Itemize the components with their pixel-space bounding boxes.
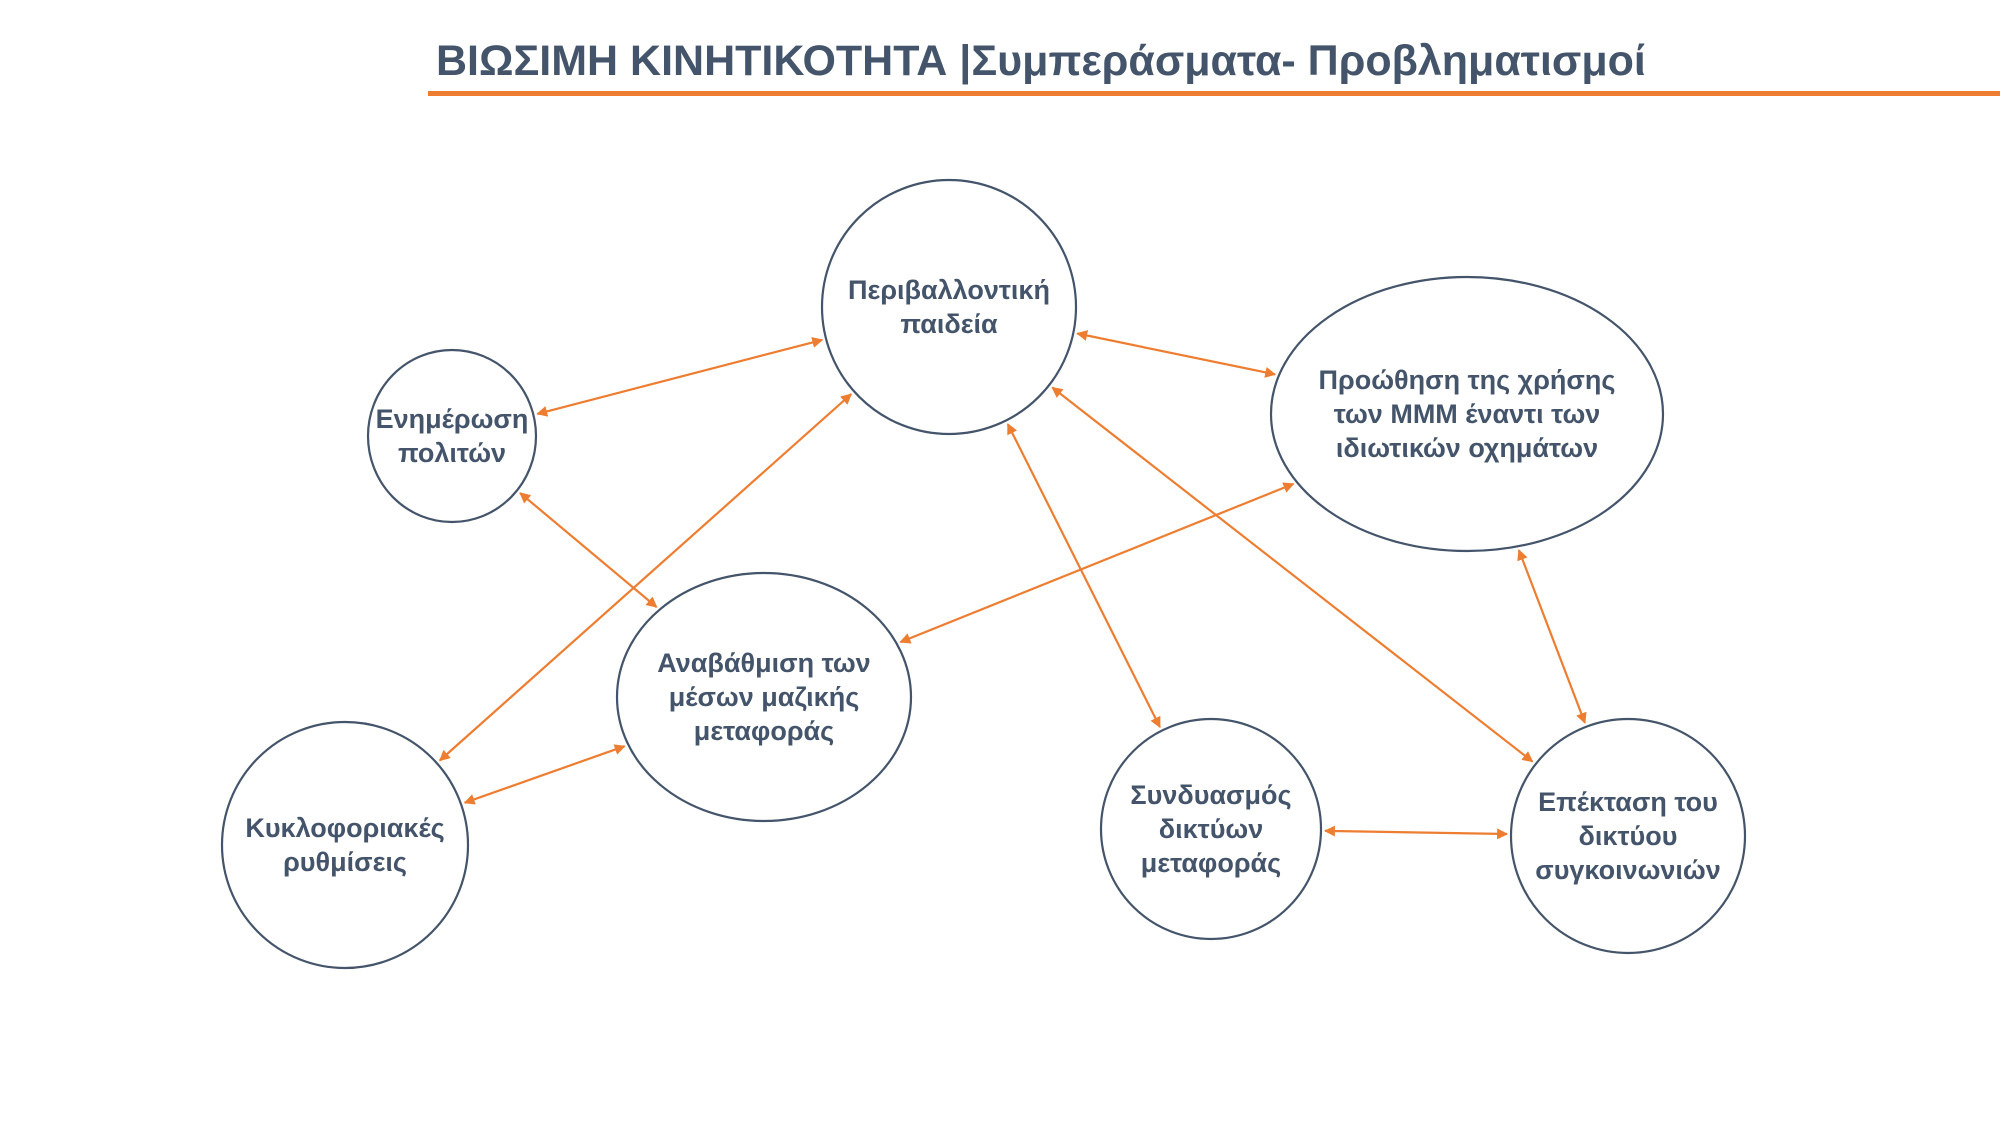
node-circle-traffic-regulations: [222, 722, 468, 968]
node-label-network-combination-0: Συνδυασμός: [1130, 780, 1292, 810]
link-traffic-regulations-to-mass-transit-upgrade: [465, 746, 625, 803]
node-label-public-transport-promotion-1: των ΜΜΜ έναντι των: [1333, 399, 1601, 429]
node-mass-transit-upgrade: [617, 573, 911, 821]
node-label-network-expansion-2: συγκοινωνιών: [1535, 855, 1721, 885]
nodes-layer: [222, 180, 1745, 968]
node-network-combination: [1101, 719, 1321, 939]
node-network-expansion: [1511, 719, 1745, 953]
link-network-combination-to-network-expansion: [1325, 831, 1507, 834]
link-environmental-education-to-citizen-information: [537, 340, 822, 414]
node-label-citizen-information-1: πολιτών: [397, 438, 507, 468]
link-environmental-education-to-public-transport-promotion: [1077, 334, 1275, 375]
node-label-network-combination-1: δικτύων: [1158, 814, 1264, 844]
node-label-traffic-regulations-1: ρυθμίσεις: [283, 847, 407, 877]
node-label-network-expansion-0: Επέκταση του: [1538, 787, 1718, 817]
node-citizen-information: [368, 350, 536, 522]
node-traffic-regulations: [222, 722, 468, 968]
node-label-public-transport-promotion-2: ιδιωτικών οχημάτων: [1335, 433, 1599, 463]
node-label-mass-transit-upgrade-0: Αναβάθμιση των: [657, 648, 871, 678]
node-label-environmental-education-1: παιδεία: [900, 309, 998, 339]
node-label-mass-transit-upgrade-1: μέσων μαζικής: [668, 682, 860, 712]
node-circle-environmental-education: [822, 180, 1076, 434]
node-label-citizen-information-0: Ενημέρωση: [375, 404, 529, 434]
node-public-transport-promotion: [1271, 277, 1663, 551]
node-label-environmental-education-0: Περιβαλλοντική: [848, 275, 1050, 305]
node-circle-citizen-information: [368, 350, 536, 522]
link-public-transport-promotion-to-mass-transit-upgrade: [900, 484, 1293, 642]
node-label-public-transport-promotion-0: Προώθηση της χρήσης: [1318, 365, 1616, 395]
page-title: ΒΙΩΣΙΜΗ ΚΙΝΗΤΙΚΟΤΗΤΑ |Συμπεράσματα- Προβληματισμοί: [436, 37, 1646, 85]
link-citizen-information-to-mass-transit-upgrade: [520, 493, 657, 607]
node-label-mass-transit-upgrade-2: μεταφοράς: [693, 716, 835, 746]
node-environmental-education: [822, 180, 1076, 434]
node-label-traffic-regulations-0: Κυκλοφοριακές: [245, 813, 445, 843]
node-label-network-combination-2: μεταφοράς: [1140, 848, 1282, 878]
node-label-network-expansion-1: δικτύου: [1578, 821, 1678, 851]
link-public-transport-promotion-to-network-expansion: [1519, 550, 1585, 723]
link-environmental-education-to-network-combination: [1008, 424, 1160, 727]
